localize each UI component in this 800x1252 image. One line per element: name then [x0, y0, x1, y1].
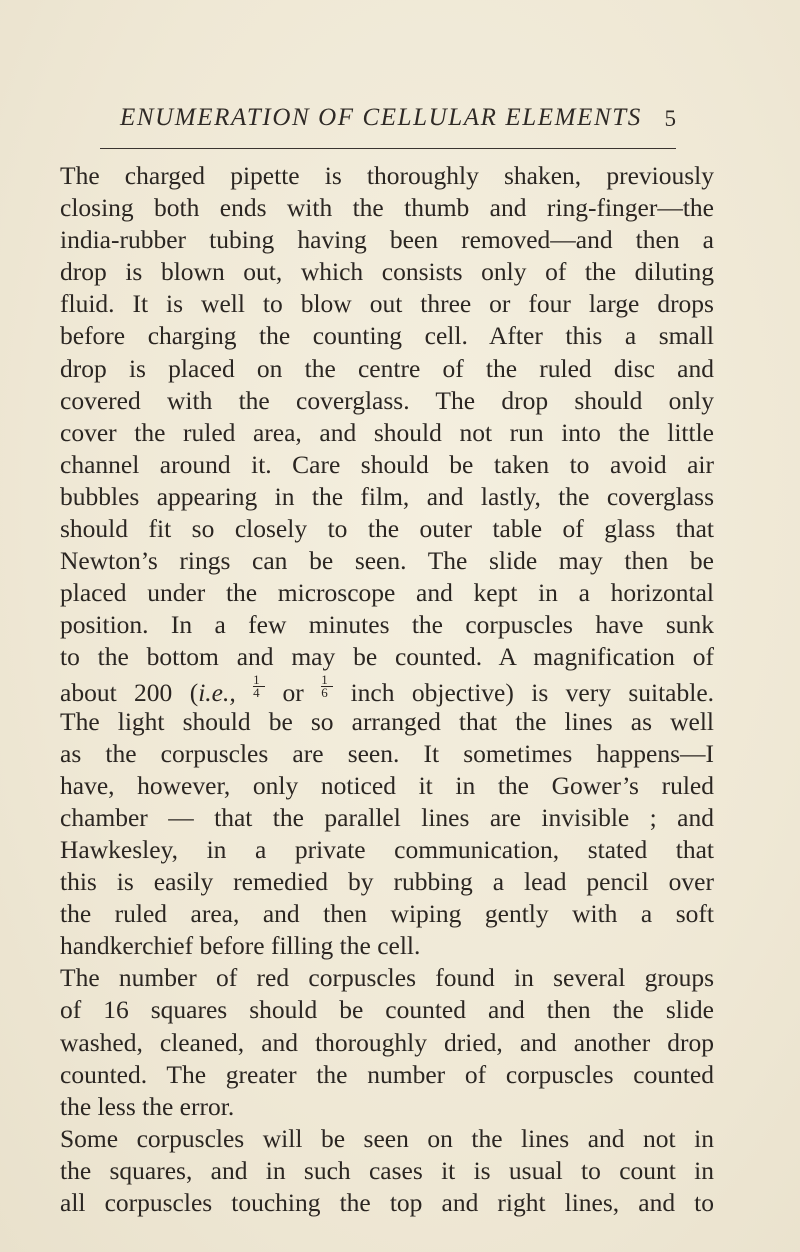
- text-line: all corpuscles touching the top and right lines, and to: [60, 1188, 714, 1217]
- body-text: [60, 160, 714, 1219]
- text-line: before charging the counting cell. After this a small: [60, 321, 714, 351]
- text-line: Hawkesley, in a private communication, stated that: [60, 834, 714, 864]
- text-line: have, however, only noticed it in the Gower’s ruled: [60, 770, 714, 800]
- page-header: [100, 104, 676, 140]
- text-line: drop is placed on the centre of the ruled disc and: [60, 353, 714, 383]
- page-number: 5: [664, 106, 676, 131]
- text-line: cover the ruled area, and should not run into the little: [60, 417, 714, 447]
- text-line: the squares, and in such cases it is usual to count in: [60, 1155, 714, 1185]
- text-line: channel around it. Care should be taken to avoid air: [60, 449, 714, 479]
- text-line: as the corpuscles are seen. It sometimes happens—I: [60, 738, 714, 768]
- text-line: washed, cleaned, and thoroughly dried, and another drop: [60, 1027, 714, 1057]
- text-line: india-rubber tubing having been removed—and then a: [60, 225, 714, 255]
- italic-ie: i.e.,: [198, 677, 236, 707]
- fraction-one-sixth: $\frac{1}{6}$: [321, 674, 333, 699]
- text-line: covered with the coverglass. The drop should only: [60, 385, 714, 415]
- text-line: of 16 squares should be counted and then the slide: [60, 995, 714, 1025]
- text-line: closing both ends with the thumb and ring-finger—the: [60, 193, 714, 223]
- text-line: counted. The greater the number of corpuscles counted: [60, 1059, 714, 1089]
- text-line: The charged pipette is thoroughly shaken, previously: [60, 161, 714, 190]
- text-line: fluid. It is well to blow out three or four large drops: [60, 289, 714, 319]
- header-rule: [100, 148, 676, 149]
- text-line: Newton’s rings can be seen. The slide may then be: [60, 546, 714, 576]
- fraction-one-quarter: $\frac{1}{4}$: [253, 674, 265, 699]
- text-line-with-fractions: about 200 (i.e., $\frac{1}{4}$ or $\frac{1}{6}$ inch objective) is very suitable.: [60, 671, 715, 707]
- text-line: this is easily remedied by rubbing a lead pencil over: [60, 867, 714, 897]
- text-line: to the bottom and may be counted. A magnification of: [60, 642, 714, 672]
- text-line: the less the error.: [60, 1091, 235, 1121]
- running-title: ENUMERATION OF CELLULAR ELEMENTS: [120, 104, 642, 131]
- text-line: handkerchief before filling the cell.: [60, 931, 421, 961]
- text-line: Some corpuscles will be seen on the lines and not in: [60, 1123, 714, 1153]
- text-line: position. In a few minutes the corpuscles have sunk: [60, 610, 714, 640]
- text-line: The number of red corpuscles found in several groups: [60, 963, 714, 993]
- text-line: chamber — that the parallel lines are invisible ; and: [60, 802, 714, 832]
- text-line: placed under the microscope and kept in a horizontal: [60, 578, 714, 608]
- text-line: the ruled area, and then wiping gently with a soft: [60, 899, 714, 929]
- text-line: drop is blown out, which consists only of the diluting: [60, 257, 714, 287]
- text-line: The light should be so arranged that the lines as well: [60, 706, 714, 736]
- text-line: should fit so closely to the outer table of glass that: [60, 514, 714, 544]
- text-line: bubbles appearing in the film, and lastly, the coverglass: [60, 481, 714, 511]
